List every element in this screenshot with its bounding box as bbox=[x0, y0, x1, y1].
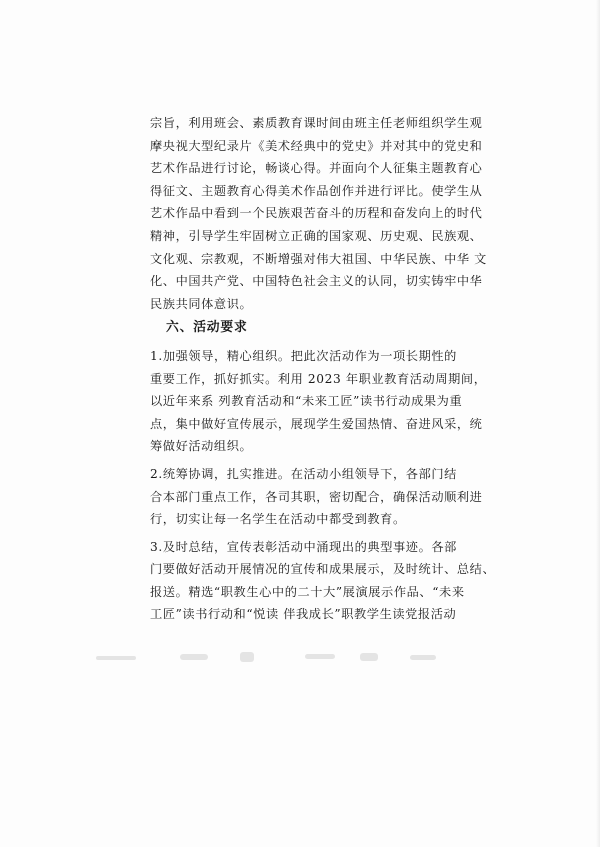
text-line: 合本部门重点工作，各司其职，密切配合，确保活动顺利进 bbox=[150, 489, 483, 504]
document-body bbox=[150, 112, 496, 626]
text-line: 化、中国共产党、中国特色社会主义的认同，切实铸牢中华 bbox=[150, 274, 483, 289]
text-line: 点，集中做好宣传展示，展现学生爱国热情、奋进风采，统 bbox=[150, 416, 483, 431]
text-line: 3.及时总结，宣传表彰活动中涌现出的典型事迹。各部 bbox=[150, 539, 457, 554]
requirement-item-2 bbox=[150, 463, 483, 531]
text-line: 筹做好活动组织。 bbox=[150, 439, 253, 454]
text-line: 文化观、宗教观，不断增强对伟大祖国、中华民族、中华 文 bbox=[150, 251, 487, 266]
text-line: 重要工作，抓好抓实。利用 2023 年职业教育活动周期间， bbox=[150, 371, 487, 386]
text-line: 艺术作品进行讨论，畅谈心得。并面向个人征集主题教育心 bbox=[150, 161, 483, 176]
text-line: 民族共同体意识。 bbox=[150, 296, 253, 311]
text-line: 艺术作品中看到一个民族艰苦奋斗的历程和奋发向上的时代 bbox=[150, 206, 483, 221]
requirement-item-3 bbox=[150, 536, 496, 626]
scan-smudge-marks bbox=[90, 648, 450, 670]
intro-paragraph bbox=[150, 112, 487, 315]
text-line: 宗旨，利用班会、素质教育课时间由班主任老师组织学生观 bbox=[150, 116, 483, 130]
text-line: 摩央视大型纪录片《美术经典中的党史》并对其中的党史和 bbox=[150, 138, 483, 153]
text-line: 行，切实让每一名学生在活动中都受到教育。 bbox=[150, 512, 406, 527]
section-heading: 六、活动要求 bbox=[166, 320, 248, 336]
text-line: 工匠”读书行动和“悦读 伴我成长”职教学生读党报活动 bbox=[150, 607, 457, 622]
text-line: 报送。精选“职教生心中的二十大”展演展示作品、“未来 bbox=[150, 584, 465, 599]
text-line: 得征文、主题教育心得美术作品创作并进行评比。使学生从 bbox=[150, 183, 483, 198]
text-line: 以近年来系 列教育活动和“未来工匠”读书行动成果为重 bbox=[150, 394, 463, 409]
text-line: 门要做好活动开展情况的宣传和成果展示，及时统计、总结、 bbox=[150, 562, 496, 577]
text-line: 2.统筹协调，扎实推进。在活动小组领导下，各部门结 bbox=[150, 466, 457, 481]
scan-edge-shadow bbox=[596, 0, 600, 847]
text-line: 1.加强领导，精心组织。把此次活动作为一项长期性的 bbox=[150, 348, 457, 363]
requirement-item-1 bbox=[150, 345, 487, 458]
text-line: 精神，引导学生牢固树立正确的国家观、历史观、民族观、 bbox=[150, 228, 483, 243]
